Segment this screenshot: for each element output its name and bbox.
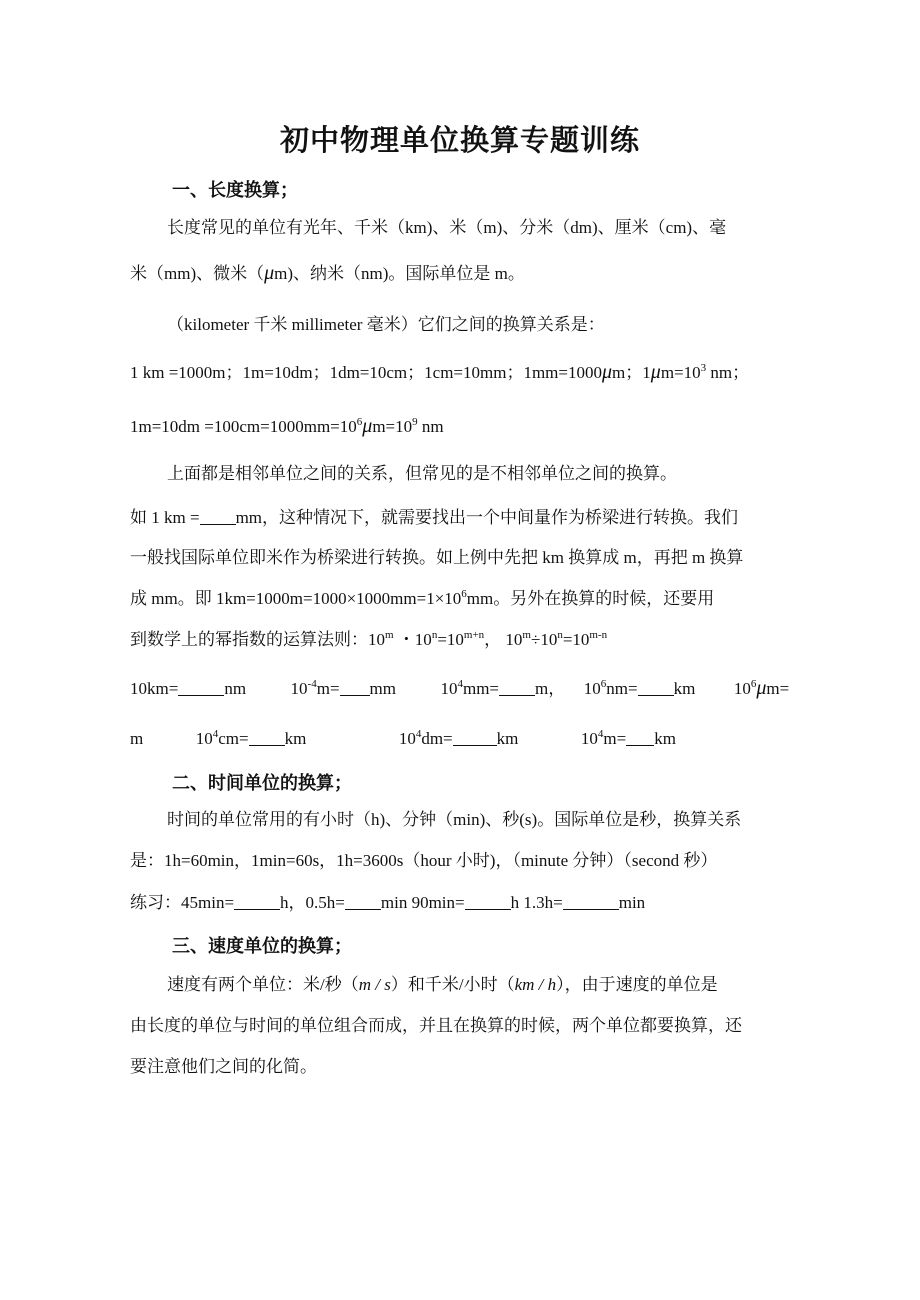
answer-blank[interactable] [345,893,381,910]
answer-blank[interactable] [499,679,535,696]
section-heading-speed: 三、速度单位的换算； [172,936,352,957]
exercise-item: $10^6nm=$ km [583,678,696,698]
exercise-item: $10^6\mu m=$ [733,677,790,699]
answer-blank[interactable] [453,729,497,746]
exponent-rules-line: 到数学上的幂指数的运算法则：10$^m$ ・$10^n=10^{m+n}$， $10^m\div 10^n=10^{m-n}$ [130,629,608,649]
exercise-item: $10^{-4}m=$ mm [290,678,396,698]
length-relations-line-2: $1m=10dm =100cm=1000mm=10^6\mu m=10^9$ nm [130,415,444,437]
exercise-item: $10^4dm=$ km [398,728,519,748]
answer-blank[interactable] [234,893,280,910]
length-intro-line-2: 米（mm)、微米（μm)、纳米（nm)。国际单位是 m。 [130,262,525,284]
exercise-row-1 [130,677,789,700]
speed-intro-line-1: 速度有两个单位：米/秒（m / s）和千米/小时（km / h），由于速度的单位是 [167,975,718,994]
time-intro-line-2: 是：1h=60min，1min=60s，1h=3600s（hour 小时)，（minute 分钟）（second 秒） [130,851,718,870]
exercise-item: $10^4m=$ km [580,728,676,748]
length-relations-line-1: 1 km =1000m；1m=10dm；1dm=10cm；1cm=10mm；1mm=1000μm；$1\mu m=10^3$ nm； [130,361,750,383]
length-note: 上面都是相邻单位之间的关系，但常见的是不相邻单位之间的换算。 [167,464,677,483]
answer-blank[interactable] [340,679,370,696]
length-vocab-line: （kilometer 千米 millimeter 毫米）它们之间的换算关系是： [167,315,605,334]
exercise-row-2: m $10^4cm=$ km $10^4dm=$ km $10^4m=$ km [130,728,676,748]
speed-intro-line-2: 由长度的单位与时间的单位组合而成，并且在换算的时候，两个单位都要换算，还 [130,1016,742,1035]
unit-km-per-h: km / h [514,975,557,994]
exercise-item: $10^4mm= m$， [440,678,566,698]
answer-blank[interactable] [465,893,511,910]
answer-blank[interactable] [178,679,224,696]
length-intro-line-1: 长度常见的单位有光年、千米（km)、米（m)、分米（dm)、厘米（cm)、毫 [167,218,727,237]
section-heading-length: 一、长度换算； [172,180,298,201]
length-example-line-1: 如 1 km = mm，这种情况下，就需要找出一个中间量作为桥梁进行转换。我们 [130,508,739,527]
answer-blank[interactable] [249,729,285,746]
length-example-line-2: 一般找国际单位即米作为桥梁进行转换。如上例中先把 km 换算成 m，再把 m 换算 [130,548,744,567]
page-title: 初中物理单位换算专题训练 [279,123,640,157]
length-example-line-3: 成 mm。即 $1km=1000m=1000\times 1000mm=1\times 10^6mm$。另外在换算的时候，还要用 [130,588,715,608]
time-exercise-row: 练习：45min= h，0.5h= min 90min= h 1.3h= min [130,893,646,912]
section-heading-time: 二、时间单位的换算； [172,773,352,794]
answer-blank[interactable] [638,679,674,696]
answer-blank[interactable] [563,893,619,910]
speed-intro-line-3: 要注意他们之间的化简。 [130,1057,317,1076]
exercise-item: $10^4cm=$ km [195,728,307,748]
time-intro-line-1: 时间的单位常用的有小时（h)、分钟（min)、秒(s)。国际单位是秒，换算关系 [167,810,742,829]
answer-blank[interactable] [626,729,654,746]
unit-m-per-s: m / s [358,975,391,994]
exercise-item: 10km= nm [130,679,247,698]
